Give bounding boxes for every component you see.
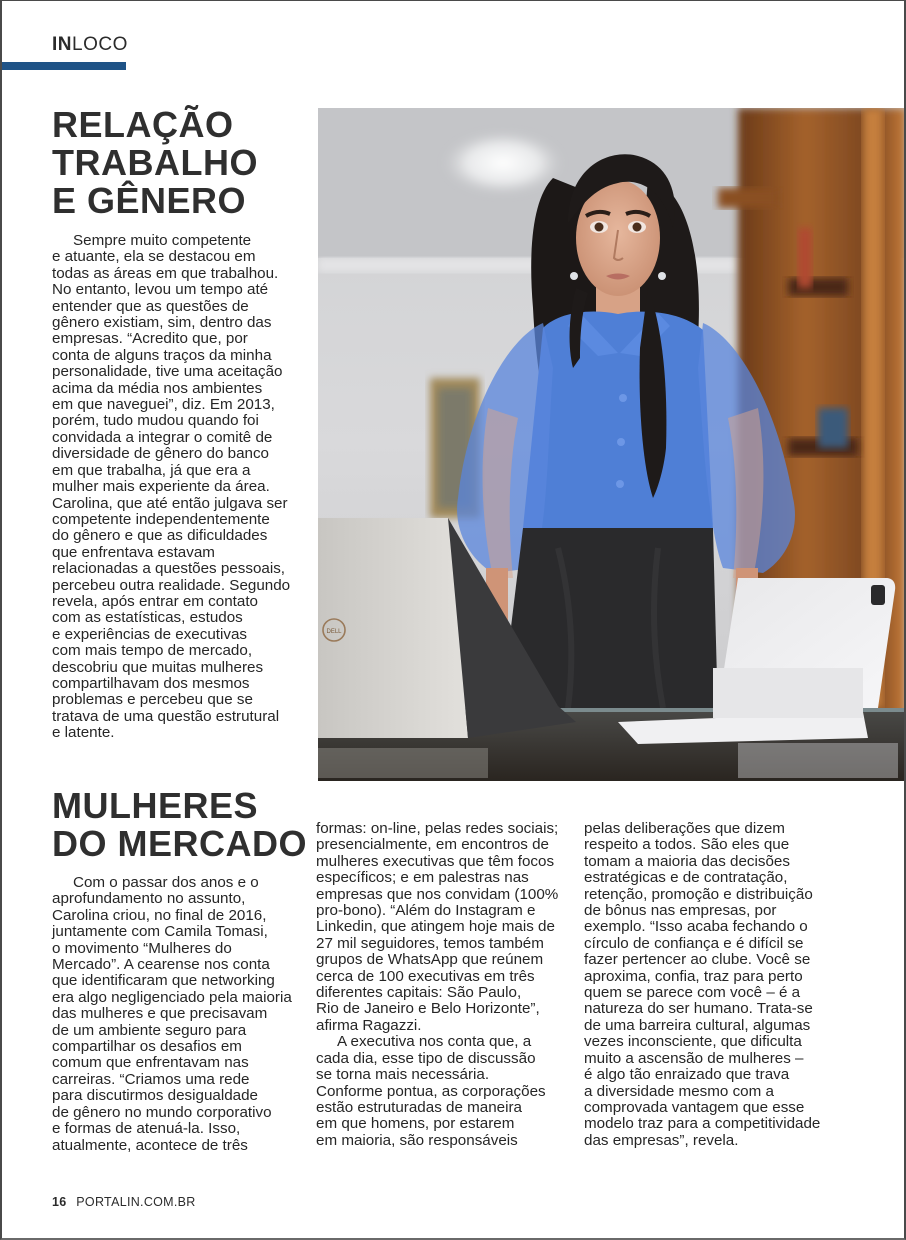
text-line: Rio de Janeiro e Belo Horizonte”, [316,1000,540,1018]
text-line: Conforme pontua, as corporações [316,1082,546,1100]
text-line: específicos; e em palestras nas [316,869,529,887]
text-line: formas: on-line, pelas redes sociais; [316,820,559,837]
text-line: que enfrentava estavam [52,543,215,561]
text-line: Carolina, que até então julgava ser [52,494,288,512]
text-line: descobriu que muitas mulheres [52,658,264,676]
text-line: e latente. [52,724,115,742]
text-line: mulher mais experiente da área. [52,478,270,496]
text-line: percebeu outra realidade. Segundo [52,576,291,594]
text-line: é algo tão enraizado que trava [584,1066,790,1084]
text-line: todas as áreas em que trabalhou. [52,264,279,282]
headline-relacao-trabalho-genero [52,106,258,220]
text-line: diversidade de gênero do banco [52,445,270,463]
text-line: tomam a maioria das decisões [584,852,790,870]
headline-line: DO MERCADO [52,823,307,864]
text-line: Carolina criou, no final de 2016, [52,906,267,924]
text-line: relacionadas a questões pessoais, [52,560,286,578]
text-line: revela, após entrar em contato [52,592,258,610]
text-line: Linkedin, que atingem hoje mais de [316,918,555,936]
text-line: em que naveguei”, diz. Em 2013, [52,396,275,414]
text-line: competente independentemente [52,510,270,528]
text-line: de uma barreira cultural, algumas [584,1016,811,1034]
page-number: 16 [52,1195,67,1209]
text-line: do gênero e que as dificuldades [52,527,268,545]
text-line: aproxima, confia, traz para perto [584,967,803,985]
text-line: que identificaram que networking [52,972,275,990]
article-photo [318,108,906,781]
headline-mulheres-do-mercado [52,787,307,863]
text-line: em maioria, são responsáveis [316,1131,518,1149]
text-line: e atuante, ela se destacou em [52,248,256,266]
text-line: afirma Ragazzi. [316,1016,422,1034]
text-line: conta de alguns traços da minha [52,346,272,364]
text-line: pelas deliberações que dizem [584,820,785,837]
section-tag [52,34,128,56]
text-line: diferentes capitais: São Paulo, [316,984,522,1002]
text-line: tratava de uma questão estrutural [52,707,280,725]
text-line: de um ambiente seguro para [52,1021,247,1039]
text-line: se torna mais necessária. [316,1066,490,1084]
section-accent-bar [0,62,126,70]
section-tag-bold: IN [52,34,72,55]
text-line: juntamente com Camila Tomasi, [52,923,268,941]
text-line: empresas. “Acredito que, por [52,330,248,348]
text-line: e formas de atenuá-la. Isso, [52,1120,241,1138]
text-line: empresas que nos convidam (100% [316,885,559,903]
text-line: em que trabalha, já que era a [52,461,251,479]
text-line: de gênero no mundo corporativo [52,1103,272,1121]
text-line: aprofundamento no assunto, [52,890,246,908]
text-line: compartilhavam dos mesmos [52,674,250,692]
article-body-section2-col1 [52,875,302,1154]
text-line: Sempre muito competente [73,232,252,249]
article-body-section1 [52,233,302,742]
headline-line: RELAÇÃO [52,104,234,145]
page-footer [52,1195,196,1209]
text-line: A executiva nos conta que, a [337,1033,532,1051]
text-line: respeito a todos. São eles que [584,836,790,854]
photo-illustration [318,108,906,781]
site-url: PORTALIN.COM.BR [76,1195,196,1209]
text-line: comum que enfrentavam nas [52,1054,249,1072]
headline-line: TRABALHO [52,142,258,183]
text-line: pro-bono). “Além do Instagram e [316,902,536,920]
text-line: Mercado”. A cearense nos conta [52,956,270,974]
text-line: muito a ascensão de mulheres – [584,1049,804,1067]
text-line: comprovada vantagem que esse [584,1098,805,1116]
text-line: retenção, promoção e distribuição [584,885,813,903]
headline-line: E GÊNERO [52,180,247,221]
text-line: presencialmente, em encontros de [316,836,550,854]
text-line: 27 mil seguidores, temos também [316,934,544,952]
text-line: com as estatísticas, estudos [52,609,243,627]
text-line: em que homens, por estarem [316,1115,515,1133]
text-line: No entanto, levou um tempo até [52,281,269,299]
text-line: convidada a integrar o comitê de [52,428,273,446]
text-line: mulheres executivas que têm focos [316,852,555,870]
text-line: gênero existiam, sim, dentro das [52,314,272,332]
text-line: círculo de confiança e é difícil se [584,934,804,952]
text-line: entender que as questões de [52,297,249,315]
text-line: e experiências de executivas [52,625,248,643]
text-line: estão estruturadas de maneira [316,1098,522,1116]
text-line: compartilhar os desafios em [52,1038,242,1056]
text-line: das empresas”, revela. [584,1131,739,1149]
laptop-logo: DELL [326,629,342,635]
text-line: o movimento “Mulheres do [52,939,232,957]
text-line: a diversidade mesmo com a [584,1082,774,1100]
text-line: natureza do ser humano. Trata-se [584,1000,813,1018]
text-line: fazer pertencer ao clube. Você se [584,951,811,969]
text-line: modelo traz para a competitividade [584,1115,821,1133]
text-line: para discutirmos desigualdade [52,1087,258,1105]
headline-line: MULHERES [52,785,259,826]
text-line: problemas e percebeu que se [52,691,253,709]
text-line: exemplo. “Isso acaba fechando o [584,918,808,936]
text-line: acima da média nos ambientes [52,379,263,397]
text-line: cada dia, esse tipo de discussão [316,1049,536,1067]
text-line: personalidade, tive uma aceitação [52,363,283,381]
text-line: de bônus nas empresas, por [584,902,777,920]
article-body-section2-col3 [584,821,844,1149]
text-line: porém, tudo mudou quando foi [52,412,259,430]
section-tag-light: LOCO [72,34,128,55]
text-line: carreiras. “Criamos uma rede [52,1070,250,1088]
text-line: atualmente, acontece de três [52,1136,248,1154]
text-line: era algo negligenciado pela maioria [52,988,292,1006]
text-line: das mulheres e que precisavam [52,1005,268,1023]
article-body-section2-col2 [316,821,576,1149]
text-line: vezes inconsciente, que dificulta [584,1033,802,1051]
text-line: cerca de 100 executivas em três [316,967,535,985]
text-line: Com o passar dos anos e o [73,874,259,891]
text-line: estratégicas e de contratação, [584,869,788,887]
text-line: quem se parece com você – é a [584,984,801,1002]
text-line: com mais tempo de mercado, [52,642,253,660]
text-line: grupos de WhatsApp que reúnem [316,951,544,969]
